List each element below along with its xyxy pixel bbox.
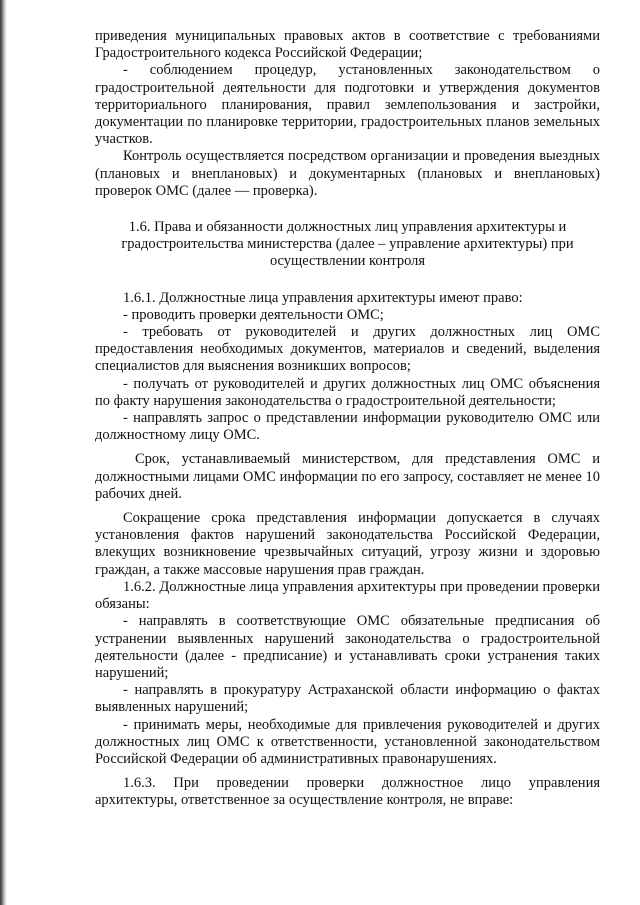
list-item-liability: - принимать меры, необходимые для привлечения руководителей и других должностных лиц ОМС к ответственности, установленной законодательством Российской Федерации об административных правонарушениях. [95,716,600,767]
paragraph-legal-acts: приведения муниципальных правовых актов в соответствие с требованиями Градостроительного кодекса Российской Федерации; [95,28,600,62]
paragraph-deadline: Срок, устанавливаемый министерством, для представления ОМС и должностными лицами ОМС информации по его запросу, составляет не менее 10 рабочих дней. [95,451,600,502]
paragraph-control-means: Контроль осуществляется посредством организации и проведения выездных (плановых и внеплановых) и документарных (плановых и внеплановых) проверок ОМС (далее — проверка). [95,148,600,199]
section-heading-1-6: 1.6. Права и обязанности должностных лиц управления архитектуры и градостроительства министерства (далее – управление архитектуры) при осуществлении контроля [121,219,574,270]
paragraph-1-6-3: 1.6.3. При проведении проверки должностное лицо управления архитектуры, ответственное за осуществление контроля, не вправе: [95,775,600,809]
list-item-request-documents: - требовать от руководителей и других должностных лиц ОМС предоставления необходимых документов, материалов и сведений, выделения специалистов для выяснения возникших вопросов; [95,324,600,375]
paragraph-procedures: - соблюдением процедур, установленных законодательством о градостроительной деятельности для подготовки и утверждения документов территориального планирования, правил землепользования и застройки, документации по планировке территории, градостроительных планов земельных участков. [95,62,600,148]
document-page [95,28,600,810]
scan-edge-shadow [0,0,7,905]
list-item-inspections: - проводить проверки деятельности ОМС; [123,306,384,323]
paragraph-deadline-reduction: Сокращение срока представления информации допускается в случаях установления фактов нарушений законодательства Российской Федерации, влекущих возникновение чрезвычайных ситуаций, угрозу жизни и здоровью граждан, а также массовые нарушения прав граждан. [95,510,600,578]
paragraph-1-6-1: 1.6.1. Должностные лица управления архитектуры имеют право: [123,289,523,306]
list-item-explanations: - получать от руководителей и других должностных лиц ОМС объяснения по факту нарушения законодательства о градостроительной деятельности; [95,375,600,409]
list-item-info-request: - направлять запрос о представлении информации руководителю ОМС или должностному лицу ОМС. [95,410,600,444]
paragraph-1-6-2: 1.6.2. Должностные лица управления архитектуры при проведении проверки обязаны: [95,578,600,613]
list-item-prosecutor: - направлять в прокуратуру Астраханской области информацию о фактах выявленных нарушений; [95,682,600,716]
list-item-orders: - направлять в соответствующие ОМС обязательные предписания об устранении выявленных нарушений законодательства о градостроительной деятельности (далее - предписание) и устанавливать сроки устранения таких нарушений; [95,613,600,681]
